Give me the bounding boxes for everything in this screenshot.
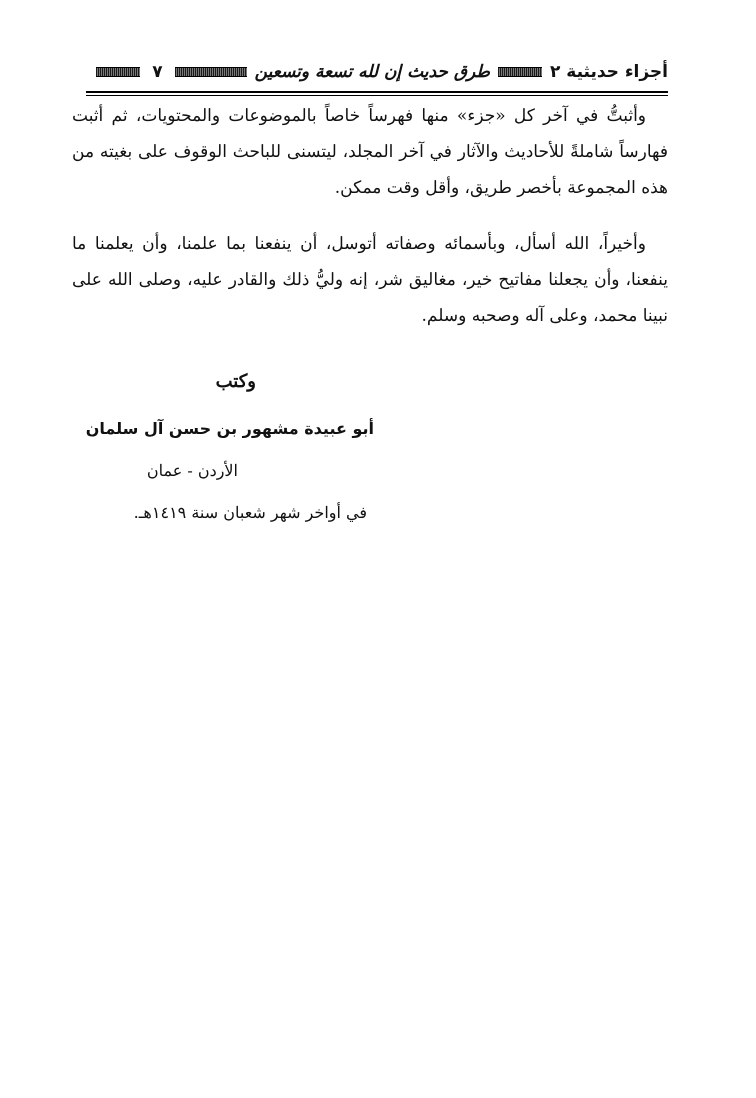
paragraph-text: وأثبتُّ في آخر كل «جزء» منها فهرساً خاصاً بالموضوعات والمحتويات، ثم أثبت فهارساً شاملةً للأحاديث والآثار في آخر المجلد، ليتسنى للباحث الوقوف على بغيته من هذه المجموعة بأخصر طريق، وأقل وقت ممكن. (72, 106, 668, 198)
paragraph-text: وأخيراً، الله أسأل، وبأسمائه وصفاته أتوسل، أن ينفعنا بما علمنا، وأن يعلمنا ما ينفعنا، وأن يجعلنا مفاتيح خير، مغاليق شر، إنه وليُّ ذلك والقادر عليه، وصلى الله على نبينا محمد، وعلى آله وصحبه وسلم. (72, 234, 668, 326)
page-number: ٧ (152, 62, 163, 82)
series-title: طرق حديث إن لله تسعة وتسعين (254, 62, 490, 82)
body-paragraph-2 (72, 226, 668, 334)
header-divider-thin (86, 95, 668, 96)
signature-author: أبو عبيدة مشهور بن حسن آل سلمان (85, 419, 374, 438)
book-title: أجزاء حديثية ٢ (549, 62, 668, 82)
signature-place: الأردن - عمان (146, 461, 238, 480)
body-paragraph-1 (72, 98, 668, 206)
header-ornament-rule (96, 67, 140, 77)
signature-date: في أواخر شهر شعبان سنة ١٤١٩هـ. (133, 503, 367, 522)
header-ornament-rule (498, 67, 542, 77)
header-ornament-rule (175, 67, 247, 77)
signature-wrote: وكتب (215, 371, 256, 392)
header-divider (86, 91, 668, 93)
running-header (84, 52, 668, 92)
